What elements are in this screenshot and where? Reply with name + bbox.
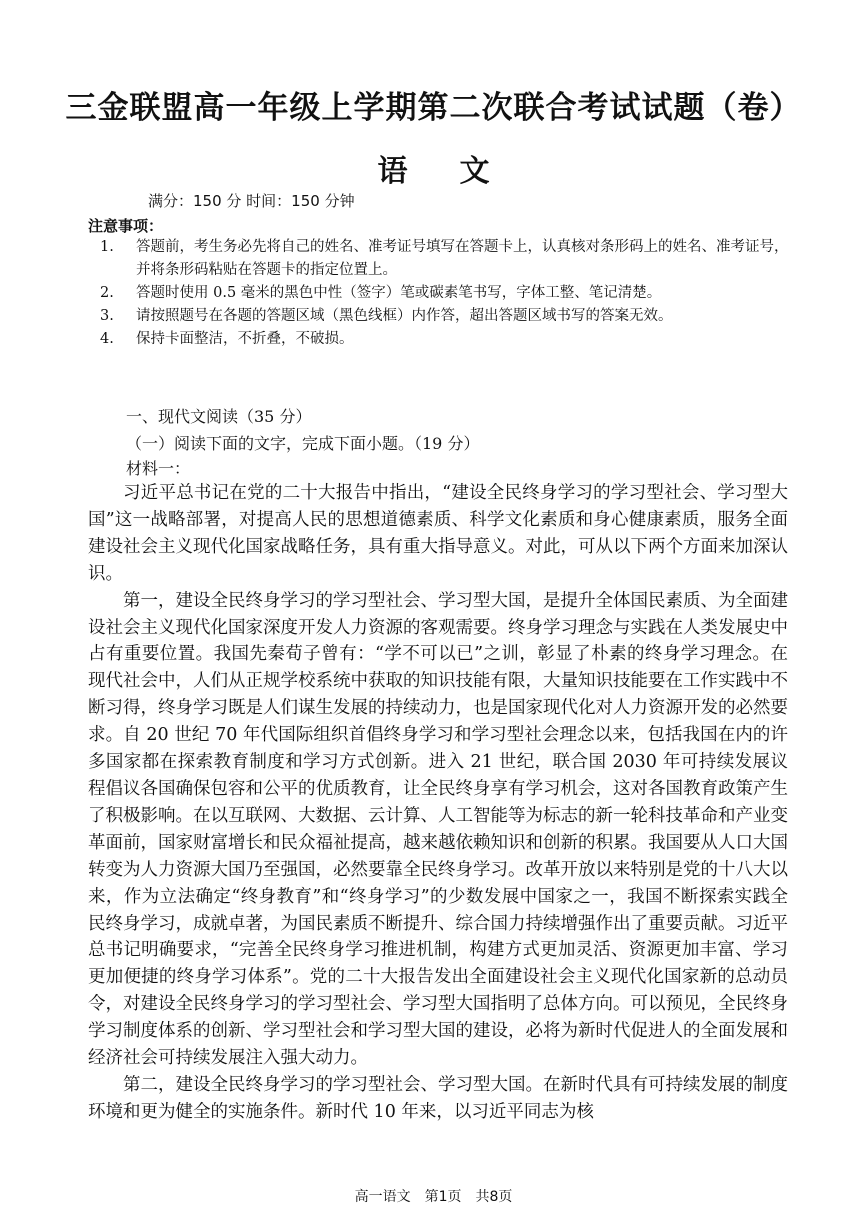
note-text: 保持卡面整洁，不折叠，不破损。 — [136, 331, 354, 347]
note-number: 1. — [100, 239, 114, 255]
note-item — [100, 305, 800, 328]
section-heading: 一、现代文阅读（35 分） — [126, 407, 312, 426]
subject-char: 语 — [377, 154, 408, 189]
page-footer: 高一语文 第1页 共8页 — [354, 1189, 513, 1205]
passage-paragraph: 习近平总书记在党的二十大报告中指出，“建设全民终身学习的学习型社会、学习型大国”这一战略部署，对提高人民的思想道德素质、科学文化素质和身心健康素质，服务全面建设社会主义现代化国家战略任务，具有重大指导意义。对此，可从以下两个方面来加深认识。 — [88, 483, 788, 584]
note-text: 答题时使用 0.5 毫米的黑色中性（签字）笔或碳素笔书写，字体工整、笔记清楚。 — [136, 285, 662, 301]
notes-title: 注意事项： — [88, 217, 164, 235]
note-item — [100, 328, 800, 351]
passage-paragraph: 第一，建设全民终身学习的学习型社会、学习型大国，是提升全体国民素质、为全面建设社会主义现代化国家深度开发人力资源的客观需要。终身学习理念与实践在人类发展史中占有重要位置。我国先秦荀子曾有：“学不可以已”之训，彰显了朴素的终身学习理念。在现代社会中，人们从正规学校系统中获取的知识技能有限，大量知识技能要在工作实践中不断习得，终身学习既是人们谋生发展的持续动力，也是国家现代化对人力资源开发的必然要求。自 20 世纪 70 年代国际组织首倡终身学习和学习型社会理念以来，包括我国在内的许多国家都在探索教育制度和学习方式创新。进入 21 世纪，联合国 2030 年可持续发展议程倡议各国确保包容和公平的优质教育，让全民终身享有学习机会，这对各国教育政策产生了积极影响。在以互联网、大数据、云计算、人工智能等为标志的新一轮科技革命和产业变革面前，国家财富增长和民众福祉提高，越来越依赖知识和创新的积累。我国要从人口大国转变为人力资源大国乃至强国，必然要靠全民终身学习。改革开放以来特别是党的十八大以来，作为立法确定“终身教育”和“终身学习”的少数发展中国家之一，我国不断探索实践全民终身学习，成就卓著，为国民素质不断提升、综合国力持续增强作出了重要贡献。习近平总书记明确要求，“完善全民终身学习推进机制，构建方式更加灵活、资源更加丰富、学习更加便捷的终身学习体系”。党的二十大报告发出全面建设社会主义现代化国家新的总动员令，对建设全民终身学习的学习型社会、学习型大国指明了总体方向。可以预见，全民终身学习制度体系的创新、学习型社会和学习型大国的建设，必将为新时代促进人的全面发展和经济社会可持续发展注入强大动力。 — [88, 590, 788, 1069]
score-time-line: 满分：150 分 时间：150 分钟 — [148, 192, 355, 210]
exam-title: 三金联盟高一年级上学期第二次联合考试试题（卷） — [65, 90, 802, 126]
section-subheading: （一）阅读下面的文字，完成下面小题。（19 分） — [126, 434, 480, 453]
note-text: 答题前，考生务必先将自己的姓名、准考证号填写在答题卡上，认真核对条形码上的姓名、准考证号，并将条形码粘贴在答题卡的指定位置上。 — [136, 239, 789, 278]
reading-passage — [88, 480, 788, 1126]
note-item — [100, 282, 800, 305]
note-number: 4. — [100, 331, 114, 347]
subject-char: 文 — [459, 154, 490, 189]
subject-title — [0, 146, 867, 190]
material-label: 材料一： — [126, 459, 191, 478]
note-number: 2. — [100, 285, 114, 301]
note-text: 请按照题号在各题的答题区域（黑色线框）内作答，超出答题区域书写的答案无效。 — [136, 308, 673, 324]
note-number: 3. — [100, 308, 114, 324]
note-item — [100, 236, 800, 282]
passage-paragraph: 第二，建设全民终身学习的学习型社会、学习型大国。在新时代具有可持续发展的制度环境和更为健全的实施条件。新时代 10 年来，以习近平同志为核 — [88, 1074, 788, 1122]
notes-list — [100, 236, 800, 351]
